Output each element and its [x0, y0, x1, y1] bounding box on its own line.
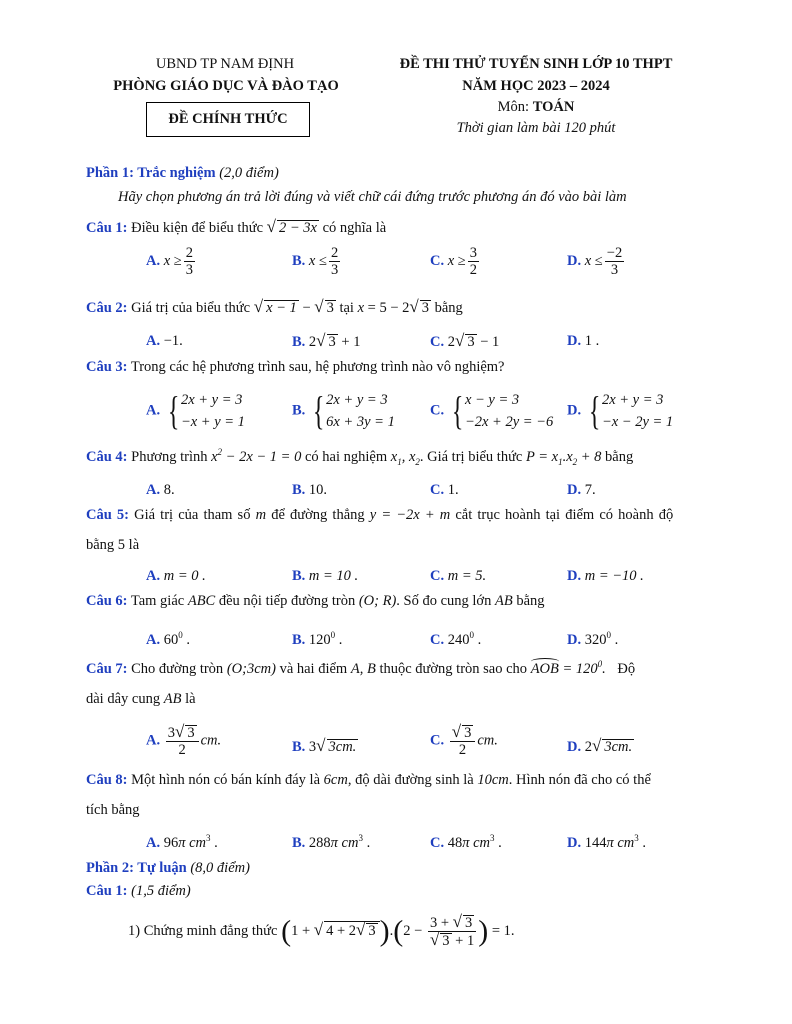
q4-option-c: C. 1.: [430, 482, 459, 498]
official-label: ĐỀ CHÍNH THỨC: [168, 111, 288, 127]
question-6: Câu 6: Tam giác ABC đều nội tiếp đường tròn (O; R). Số đo cung lớn AB bằng: [86, 593, 545, 609]
q1-text-b: có nghĩa là: [322, 220, 387, 236]
q6-option-c: C. $240^0$ .: [430, 630, 482, 648]
q2-option-d: D. 1 .: [567, 333, 600, 349]
q8-line2: tích bằng: [86, 802, 140, 818]
q3-option-b: B. { 2x + y = 3 6x + 3y = 1: [292, 388, 395, 433]
subject-line: [380, 99, 692, 116]
question-4: Câu 4: Phương trình $x^2 - 2x - 1 = 0$ có hai nghiệm $x_1$, $x_2$. Giá trị biểu thức $P = x_1.x_2 + 8$ bằng: [86, 447, 634, 467]
question-2: Câu 2: Giá trị của biểu thức √ x − 1 − √ 3 tại x = 5 − 2√ 3 bằng: [86, 297, 463, 316]
q4-option-b: B. 10.: [292, 482, 328, 498]
q1-label: Câu 1:: [86, 220, 128, 236]
q7-line2: dài dây cung AB là: [86, 691, 196, 707]
q2-option-c: C. 2√ 3 − 1: [430, 331, 500, 350]
q4-option-d: D. 7.: [567, 482, 596, 498]
q2-option-a: A. −1.: [146, 333, 183, 349]
part2-q1-item1: 1) Chứng minh đẳng thức (1 + √ 4 + 2√ 3 ).(2 − $\frac{3 + √ 3}{√ 3 + 1}$ ) = 1.: [128, 912, 515, 949]
q1-option-b: B. x ≤ $\frac{2}{3}$: [292, 245, 339, 278]
part2-question-1: Câu 1: (1,5 điểm): [86, 883, 191, 899]
q8-option-a: A. 96π $cm^3$ .: [146, 833, 218, 851]
q8-option-c: C. 48π $cm^3$ .: [430, 833, 502, 851]
part2-heading: Phần 2: Tự luận (8,0 điểm): [86, 860, 250, 876]
official-stamp-box: [146, 102, 310, 137]
question-8: Câu 8: Một hình nón có bán kính đáy là 6cm, độ dài đường sinh là 10cm. Hình nón đã cho có thể: [86, 772, 651, 788]
q4-option-a: A. 8.: [146, 482, 175, 498]
subject-label: Môn:: [497, 99, 530, 115]
subject-name: TOÁN: [532, 99, 575, 115]
q7-option-a: A. $\frac{3√ 3}{2}$ cm.: [146, 722, 222, 758]
q1-option-c: C. x ≥ $\frac{3}{2}$: [430, 245, 478, 278]
q8-option-d: D. 144π $cm^3$ .: [567, 833, 647, 851]
q7-option-c: C. $\frac{√ 3}{2}$ cm.: [430, 722, 498, 758]
q3-option-a: A. { 2x + y = 3 −x + y = 1: [146, 388, 245, 433]
exam-duration: Thời gian làm bài 120 phút: [456, 120, 616, 136]
q2-option-b: B. 2√ 3 + 1: [292, 331, 361, 350]
question-5: Câu 5: Giá trị của tham số m để đường thẳng y = −2x + m cắt trục hoành tại điểm có hoành độ: [86, 507, 674, 523]
part1-points: (2,0 điểm): [219, 165, 279, 181]
q1-option-a: A. x ≥ $\frac{2}{3}$: [146, 245, 194, 278]
q5-option-d: D. m = −10 .: [567, 568, 644, 584]
q7-option-d: D. 2√ 3cm.: [567, 736, 633, 755]
exam-title: ĐỀ THI THỬ TUYỂN SINH LỚP 10 THPT: [399, 56, 673, 72]
department-name: PHÒNG GIÁO DỤC VÀ ĐÀO TẠO: [113, 78, 339, 94]
part1-heading: [86, 165, 279, 182]
part1-title: Phần 1: Trắc nghiệm: [86, 165, 216, 181]
q5-line2: bằng 5 là: [86, 537, 140, 553]
q1-text-a: Điều kiện để biểu thức: [131, 220, 263, 236]
authority-name: UBND TP NAM ĐỊNH: [155, 56, 295, 72]
question-3: Câu 3: Trong các hệ phương trình sau, hệ phương trình nào vô nghiệm?: [86, 359, 505, 375]
part1-instruction: Hãy chọn phương án trả lời đúng và viết chữ cái đứng trước phương án đó vào bài làm: [118, 189, 627, 205]
q8-option-b: B. 288π $cm^3$ .: [292, 833, 371, 851]
question-1: Câu 1: Điều kiện để biểu thức √ 2 − 3x có nghĩa là: [86, 217, 387, 236]
question-7: Câu 7: Cho đường tròn (O;3cm) và hai điểm A, B thuộc đường tròn sao cho AOB = $120^0$. Độ: [86, 659, 636, 677]
q5-option-c: C. m = 5.: [430, 568, 487, 584]
q7-option-b: B. 3√ 3cm.: [292, 736, 357, 755]
school-year: NĂM HỌC 2023 – 2024: [462, 78, 610, 94]
q1-option-d: D. x ≤ $\frac{-2}{3}$: [567, 245, 623, 278]
q6-option-a: A. $60^0$ .: [146, 630, 190, 648]
q5-option-b: B. m = 10 .: [292, 568, 359, 584]
q5-option-a: A. m = 0 .: [146, 568, 206, 584]
q6-option-b: B. $120^0$ .: [292, 630, 343, 648]
q3-option-c: C. { x − y = 3 −2x + 2y = −6: [430, 388, 554, 433]
q6-option-d: D. $320^0$ .: [567, 630, 619, 648]
q3-option-d: D. { 2x + y = 3 −x − 2y = 1: [567, 388, 674, 433]
